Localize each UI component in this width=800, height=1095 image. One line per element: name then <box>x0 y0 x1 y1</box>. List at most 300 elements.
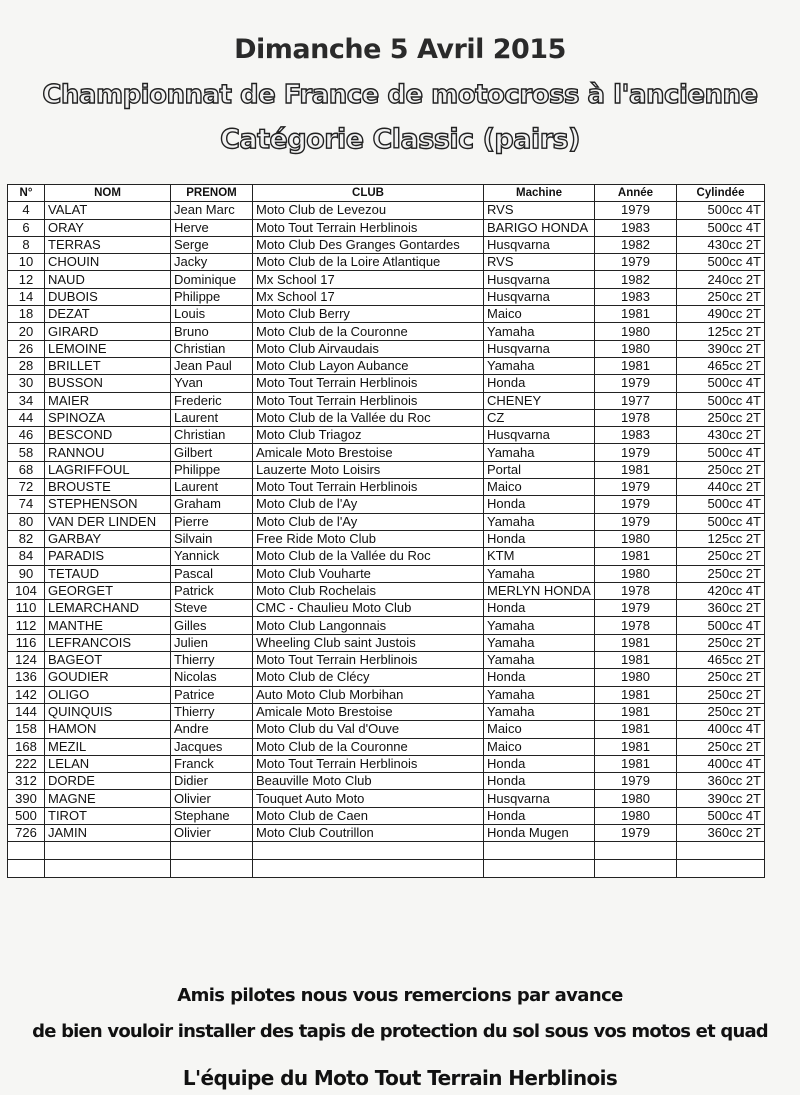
cell-year: 1981 <box>595 357 677 374</box>
cell-number: 84 <box>8 548 45 565</box>
cell-displacement: 250cc 2T <box>677 634 765 651</box>
cell-number: 158 <box>8 721 45 738</box>
table-row <box>8 652 765 669</box>
cell-year: 1977 <box>595 392 677 409</box>
cell-displacement: 400cc 4T <box>677 721 765 738</box>
cell-name: TIROT <box>45 807 171 824</box>
cell-club: Moto Club Des Granges Gontardes <box>253 236 484 253</box>
cell-year: 1980 <box>595 565 677 582</box>
cell-displacement: 390cc 2T <box>677 790 765 807</box>
cell-number: 142 <box>8 686 45 703</box>
footer-signature: L'équipe du Moto Tout Terrain Herblinois <box>182 1066 618 1090</box>
cell-machine: Honda <box>484 807 595 824</box>
table-row <box>8 444 765 461</box>
cell-club: Moto Club de la Couronne <box>253 738 484 755</box>
cell-machine: Yamaha <box>484 617 595 634</box>
cell-firstname: Olivier <box>171 790 253 807</box>
table-row <box>8 513 765 530</box>
cell-number: 12 <box>8 271 45 288</box>
cell-name: HAMON <box>45 721 171 738</box>
cell-club: Mx School 17 <box>253 271 484 288</box>
cell-club: Moto Club Langonnais <box>253 617 484 634</box>
cell-firstname: Frederic <box>171 392 253 409</box>
header-firstname: PRENOM <box>171 185 253 202</box>
cell-club: Moto Tout Terrain Herblinois <box>253 652 484 669</box>
header-year: Année <box>595 185 677 202</box>
cell-club: Moto Club de l'Ay <box>253 513 484 530</box>
cell-firstname: Pierre <box>171 513 253 530</box>
table-row <box>8 375 765 392</box>
cell-year: 1980 <box>595 790 677 807</box>
cell-name: QUINQUIS <box>45 703 171 720</box>
cell-name: VALAT <box>45 202 171 219</box>
cell-number: 58 <box>8 444 45 461</box>
table-row <box>8 306 765 323</box>
empty-cell <box>8 842 45 860</box>
cell-displacement: 250cc 2T <box>677 686 765 703</box>
cell-club: Amicale Moto Brestoise <box>253 444 484 461</box>
cell-name: GOUDIER <box>45 669 171 686</box>
cell-firstname: Andre <box>171 721 253 738</box>
cell-club: Mx School 17 <box>253 288 484 305</box>
cell-number: 68 <box>8 461 45 478</box>
cell-displacement: 500cc 4T <box>677 202 765 219</box>
cell-name: DUBOIS <box>45 288 171 305</box>
cell-name: JAMIN <box>45 824 171 841</box>
cell-displacement: 420cc 4T <box>677 582 765 599</box>
cell-displacement: 500cc 4T <box>677 617 765 634</box>
table-row <box>8 409 765 426</box>
cell-firstname: Philippe <box>171 461 253 478</box>
cell-firstname: Yvan <box>171 375 253 392</box>
cell-displacement: 500cc 4T <box>677 254 765 271</box>
table-row <box>8 824 765 841</box>
cell-number: 222 <box>8 755 45 772</box>
cell-firstname: Jacques <box>171 738 253 755</box>
cell-machine: Husqvarna <box>484 236 595 253</box>
cell-year: 1979 <box>595 479 677 496</box>
cell-firstname: Franck <box>171 755 253 772</box>
cell-machine: CZ <box>484 409 595 426</box>
table-row <box>8 721 765 738</box>
cell-club: Lauzerte Moto Loisirs <box>253 461 484 478</box>
cell-club: Moto Club de la Loire Atlantique <box>253 254 484 271</box>
cell-firstname: Pascal <box>171 565 253 582</box>
cell-year: 1979 <box>595 202 677 219</box>
cell-number: 112 <box>8 617 45 634</box>
cell-club: Moto Club Triagoz <box>253 427 484 444</box>
cell-firstname: Christian <box>171 340 253 357</box>
cell-firstname: Olivier <box>171 824 253 841</box>
cell-number: 90 <box>8 565 45 582</box>
cell-name: BUSSON <box>45 375 171 392</box>
cell-displacement: 240cc 2T <box>677 271 765 288</box>
cell-name: MEZIL <box>45 738 171 755</box>
table-row <box>8 548 765 565</box>
empty-cell <box>484 860 595 878</box>
cell-name: ORAY <box>45 219 171 236</box>
cell-club: Moto Club de Caen <box>253 807 484 824</box>
cell-number: 168 <box>8 738 45 755</box>
cell-displacement: 400cc 4T <box>677 755 765 772</box>
cell-number: 26 <box>8 340 45 357</box>
cell-firstname: Christian <box>171 427 253 444</box>
cell-name: STEPHENSON <box>45 496 171 513</box>
cell-firstname: Herve <box>171 219 253 236</box>
cell-number: 8 <box>8 236 45 253</box>
cell-firstname: Jean Marc <box>171 202 253 219</box>
cell-year: 1979 <box>595 444 677 461</box>
empty-cell <box>595 860 677 878</box>
cell-number: 144 <box>8 703 45 720</box>
cell-machine: Honda <box>484 755 595 772</box>
cell-club: Moto Club Rochelais <box>253 582 484 599</box>
cell-displacement: 500cc 4T <box>677 807 765 824</box>
cell-name: LAGRIFFOUL <box>45 461 171 478</box>
cell-displacement: 500cc 4T <box>677 444 765 461</box>
table-row <box>8 530 765 547</box>
table-row <box>8 703 765 720</box>
page-title-championship: Championnat de France de motocross à l'ancienne <box>42 80 758 110</box>
footer-instructions: de bien vouloir installer des tapis de protection du sol sous vos motos et quad <box>32 1021 768 1042</box>
cell-name: TETAUD <box>45 565 171 582</box>
cell-machine: Husqvarna <box>484 427 595 444</box>
cell-machine: Maico <box>484 479 595 496</box>
cell-year: 1979 <box>595 513 677 530</box>
cell-firstname: Didier <box>171 773 253 790</box>
table-row <box>8 790 765 807</box>
empty-cell <box>171 842 253 860</box>
cell-number: 44 <box>8 409 45 426</box>
empty-cell <box>253 860 484 878</box>
table-row <box>8 271 765 288</box>
cell-name: MANTHE <box>45 617 171 634</box>
cell-number: 72 <box>8 479 45 496</box>
cell-machine: Portal <box>484 461 595 478</box>
cell-firstname: Gilles <box>171 617 253 634</box>
cell-club: Moto Tout Terrain Herblinois <box>253 392 484 409</box>
table-row <box>8 288 765 305</box>
cell-displacement: 250cc 2T <box>677 461 765 478</box>
cell-number: 34 <box>8 392 45 409</box>
cell-club: Moto Club de la Couronne <box>253 323 484 340</box>
cell-club: Amicale Moto Brestoise <box>253 703 484 720</box>
cell-machine: Yamaha <box>484 703 595 720</box>
cell-firstname: Jean Paul <box>171 357 253 374</box>
table-row <box>8 323 765 340</box>
cell-machine: CHENEY <box>484 392 595 409</box>
cell-displacement: 250cc 2T <box>677 669 765 686</box>
cell-machine: Maico <box>484 721 595 738</box>
cell-year: 1982 <box>595 271 677 288</box>
cell-club: Moto Tout Terrain Herblinois <box>253 479 484 496</box>
cell-firstname: Patrice <box>171 686 253 703</box>
cell-year: 1983 <box>595 427 677 444</box>
cell-year: 1981 <box>595 738 677 755</box>
cell-machine: Yamaha <box>484 634 595 651</box>
cell-name: VAN DER LINDEN <box>45 513 171 530</box>
cell-machine: Yamaha <box>484 323 595 340</box>
cell-year: 1979 <box>595 254 677 271</box>
cell-club: Moto Tout Terrain Herblinois <box>253 375 484 392</box>
table-row <box>8 427 765 444</box>
cell-year: 1980 <box>595 807 677 824</box>
table-row <box>8 236 765 253</box>
table-row <box>8 340 765 357</box>
table-row <box>8 219 765 236</box>
empty-cell <box>677 842 765 860</box>
cell-year: 1982 <box>595 236 677 253</box>
cell-name: LEMARCHAND <box>45 600 171 617</box>
cell-number: 30 <box>8 375 45 392</box>
empty-cell <box>595 842 677 860</box>
cell-year: 1983 <box>595 219 677 236</box>
cell-displacement: 465cc 2T <box>677 357 765 374</box>
cell-year: 1979 <box>595 824 677 841</box>
cell-club: Moto Club Coutrillon <box>253 824 484 841</box>
table-row <box>8 738 765 755</box>
cell-machine: Husqvarna <box>484 288 595 305</box>
cell-club: Moto Club de la Vallée du Roc <box>253 548 484 565</box>
header-displacement: Cylindée <box>677 185 765 202</box>
cell-club: Touquet Auto Moto <box>253 790 484 807</box>
cell-club: Moto Club Berry <box>253 306 484 323</box>
cell-machine: RVS <box>484 202 595 219</box>
cell-name: DEZAT <box>45 306 171 323</box>
cell-name: GARBAY <box>45 530 171 547</box>
cell-firstname: Jacky <box>171 254 253 271</box>
cell-number: 312 <box>8 773 45 790</box>
cell-machine: Maico <box>484 738 595 755</box>
cell-name: SPINOZA <box>45 409 171 426</box>
cell-number: 82 <box>8 530 45 547</box>
table-row-empty <box>8 860 765 878</box>
cell-displacement: 250cc 2T <box>677 565 765 582</box>
table-row <box>8 565 765 582</box>
cell-firstname: Gilbert <box>171 444 253 461</box>
table-header-row <box>8 185 765 202</box>
cell-year: 1981 <box>595 721 677 738</box>
cell-displacement: 250cc 2T <box>677 703 765 720</box>
cell-firstname: Nicolas <box>171 669 253 686</box>
cell-machine: Honda <box>484 496 595 513</box>
cell-displacement: 360cc 2T <box>677 773 765 790</box>
cell-number: 124 <box>8 652 45 669</box>
cell-name: NAUD <box>45 271 171 288</box>
cell-displacement: 465cc 2T <box>677 652 765 669</box>
cell-machine: RVS <box>484 254 595 271</box>
cell-firstname: Louis <box>171 306 253 323</box>
table-row <box>8 202 765 219</box>
cell-number: 10 <box>8 254 45 271</box>
cell-firstname: Patrick <box>171 582 253 599</box>
cell-year: 1979 <box>595 600 677 617</box>
cell-displacement: 250cc 2T <box>677 548 765 565</box>
cell-year: 1979 <box>595 375 677 392</box>
cell-number: 116 <box>8 634 45 651</box>
table-row <box>8 357 765 374</box>
cell-displacement: 490cc 2T <box>677 306 765 323</box>
cell-club: Moto Club Airvaudais <box>253 340 484 357</box>
cell-year: 1981 <box>595 703 677 720</box>
cell-firstname: Thierry <box>171 652 253 669</box>
cell-year: 1980 <box>595 323 677 340</box>
cell-firstname: Steve <box>171 600 253 617</box>
cell-name: MAGNE <box>45 790 171 807</box>
cell-firstname: Stephane <box>171 807 253 824</box>
cell-machine: Yamaha <box>484 686 595 703</box>
cell-machine: Honda <box>484 530 595 547</box>
cell-firstname: Laurent <box>171 409 253 426</box>
cell-firstname: Serge <box>171 236 253 253</box>
cell-displacement: 500cc 4T <box>677 496 765 513</box>
empty-cell <box>677 860 765 878</box>
cell-displacement: 250cc 2T <box>677 738 765 755</box>
cell-displacement: 500cc 4T <box>677 219 765 236</box>
header-name: NOM <box>45 185 171 202</box>
cell-year: 1979 <box>595 773 677 790</box>
cell-club: Moto Tout Terrain Herblinois <box>253 219 484 236</box>
cell-displacement: 125cc 2T <box>677 530 765 547</box>
cell-firstname: Philippe <box>171 288 253 305</box>
cell-machine: Yamaha <box>484 513 595 530</box>
cell-machine: Honda <box>484 669 595 686</box>
cell-machine: Yamaha <box>484 357 595 374</box>
table-row <box>8 392 765 409</box>
cell-name: OLIGO <box>45 686 171 703</box>
cell-number: 110 <box>8 600 45 617</box>
cell-name: GEORGET <box>45 582 171 599</box>
cell-firstname: Dominique <box>171 271 253 288</box>
cell-number: 104 <box>8 582 45 599</box>
cell-displacement: 390cc 2T <box>677 340 765 357</box>
cell-year: 1981 <box>595 652 677 669</box>
cell-firstname: Bruno <box>171 323 253 340</box>
cell-club: Moto Club Vouharte <box>253 565 484 582</box>
cell-machine: Yamaha <box>484 444 595 461</box>
cell-year: 1978 <box>595 617 677 634</box>
cell-year: 1981 <box>595 686 677 703</box>
table-row <box>8 254 765 271</box>
cell-name: LEFRANCOIS <box>45 634 171 651</box>
cell-displacement: 440cc 2T <box>677 479 765 496</box>
cell-firstname: Graham <box>171 496 253 513</box>
cell-year: 1981 <box>595 461 677 478</box>
cell-name: DORDE <box>45 773 171 790</box>
cell-name: RANNOU <box>45 444 171 461</box>
cell-number: 28 <box>8 357 45 374</box>
cell-year: 1980 <box>595 530 677 547</box>
cell-machine: Maico <box>484 306 595 323</box>
cell-machine: Husqvarna <box>484 271 595 288</box>
cell-number: 46 <box>8 427 45 444</box>
cell-year: 1981 <box>595 755 677 772</box>
cell-number: 726 <box>8 824 45 841</box>
cell-club: Moto Tout Terrain Herblinois <box>253 755 484 772</box>
cell-firstname: Yannick <box>171 548 253 565</box>
cell-number: 74 <box>8 496 45 513</box>
cell-firstname: Silvain <box>171 530 253 547</box>
cell-year: 1981 <box>595 548 677 565</box>
cell-displacement: 125cc 2T <box>677 323 765 340</box>
cell-number: 14 <box>8 288 45 305</box>
header-number: N° <box>8 185 45 202</box>
cell-firstname: Thierry <box>171 703 253 720</box>
entries-table <box>7 184 765 878</box>
cell-machine: Yamaha <box>484 565 595 582</box>
cell-club: Moto Club de Clécy <box>253 669 484 686</box>
cell-name: BESCOND <box>45 427 171 444</box>
empty-cell <box>171 860 253 878</box>
table-row <box>8 669 765 686</box>
cell-club: Free Ride Moto Club <box>253 530 484 547</box>
page-title-category: Catégorie Classic (pairs) <box>220 124 580 155</box>
table-row <box>8 582 765 599</box>
cell-name: CHOUIN <box>45 254 171 271</box>
cell-year: 1981 <box>595 634 677 651</box>
cell-year: 1979 <box>595 496 677 513</box>
table-row <box>8 773 765 790</box>
cell-displacement: 250cc 2T <box>677 288 765 305</box>
cell-machine: Honda <box>484 375 595 392</box>
cell-number: 390 <box>8 790 45 807</box>
cell-firstname: Laurent <box>171 479 253 496</box>
cell-machine: BARIGO HONDA <box>484 219 595 236</box>
cell-machine: Honda Mugen <box>484 824 595 841</box>
empty-cell <box>484 842 595 860</box>
cell-club: Moto Club de l'Ay <box>253 496 484 513</box>
empty-cell <box>253 842 484 860</box>
cell-number: 20 <box>8 323 45 340</box>
cell-club: Moto Club de Levezou <box>253 202 484 219</box>
table-row <box>8 755 765 772</box>
cell-number: 136 <box>8 669 45 686</box>
cell-name: TERRAS <box>45 236 171 253</box>
cell-name: LEMOINE <box>45 340 171 357</box>
cell-displacement: 360cc 2T <box>677 600 765 617</box>
cell-year: 1978 <box>595 409 677 426</box>
cell-year: 1980 <box>595 340 677 357</box>
table-row <box>8 686 765 703</box>
empty-cell <box>8 860 45 878</box>
table-row <box>8 479 765 496</box>
page-title-date: Dimanche 5 Avril 2015 <box>234 34 566 65</box>
cell-number: 500 <box>8 807 45 824</box>
cell-machine: MERLYN HONDA <box>484 582 595 599</box>
table-row <box>8 807 765 824</box>
cell-displacement: 430cc 2T <box>677 236 765 253</box>
cell-number: 4 <box>8 202 45 219</box>
cell-displacement: 430cc 2T <box>677 427 765 444</box>
empty-cell <box>45 860 171 878</box>
cell-year: 1981 <box>595 306 677 323</box>
cell-club: CMC - Chaulieu Moto Club <box>253 600 484 617</box>
table-row <box>8 496 765 513</box>
cell-year: 1980 <box>595 669 677 686</box>
cell-name: MAIER <box>45 392 171 409</box>
cell-number: 80 <box>8 513 45 530</box>
header-machine: Machine <box>484 185 595 202</box>
table-body <box>8 202 765 878</box>
cell-machine: Husqvarna <box>484 790 595 807</box>
cell-name: BRILLET <box>45 357 171 374</box>
cell-name: LELAN <box>45 755 171 772</box>
cell-name: BAGEOT <box>45 652 171 669</box>
cell-club: Moto Club Layon Aubance <box>253 357 484 374</box>
cell-year: 1983 <box>595 288 677 305</box>
header-club: CLUB <box>253 185 484 202</box>
cell-displacement: 500cc 4T <box>677 375 765 392</box>
